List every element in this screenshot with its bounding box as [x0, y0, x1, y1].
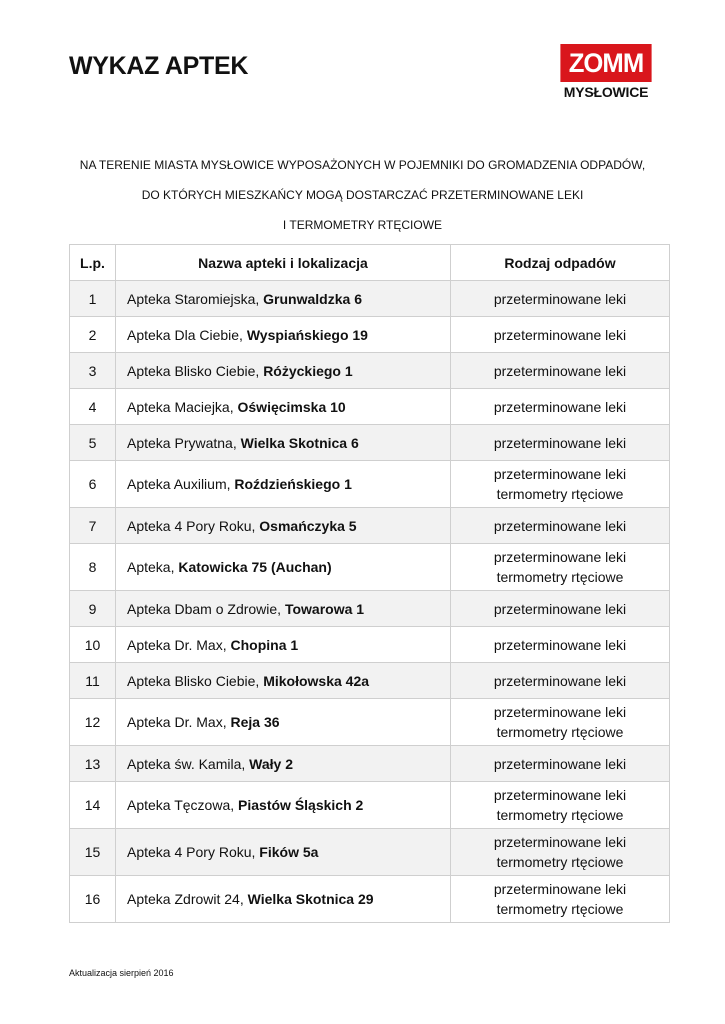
intro-line-2: DO KTÓRYCH MIESZKAŃCY MOGĄ DOSTARCZAĆ PRZETERMINOWANE LEKI — [141, 188, 584, 202]
pharmacy-table — [69, 244, 670, 923]
pharmacy-name: Apteka św. Kamila, — [127, 755, 250, 772]
waste-type-cell — [451, 508, 670, 544]
table-row — [70, 699, 670, 746]
waste-type-cell — [451, 746, 670, 782]
pharmacy-cell — [116, 782, 451, 829]
page-title: WYKAZ APTEK — [69, 52, 249, 80]
pharmacy-cell — [116, 627, 451, 663]
table-row — [70, 782, 670, 829]
pharmacy-cell — [116, 461, 451, 508]
intro-text — [0, 150, 725, 240]
waste-type: termometry rtęciowe — [496, 854, 624, 870]
table-row — [70, 317, 670, 353]
row-number: 16 — [70, 876, 116, 923]
waste-type: przeterminowane leki — [493, 881, 627, 897]
pharmacy-name: Apteka Staromiejska, — [127, 290, 264, 307]
footer-update-note: Aktualizacja sierpień 2016 — [69, 968, 174, 978]
pharmacy-name: Apteka Dr. Max, — [127, 714, 231, 730]
pharmacy-cell — [116, 389, 451, 425]
table-row — [70, 353, 670, 389]
pharmacy-cell — [116, 281, 451, 317]
pharmacy-cell — [116, 317, 451, 353]
waste-type: przeterminowane leki — [493, 600, 627, 617]
table-row — [70, 544, 670, 591]
waste-type: termometry rtęciowe — [496, 724, 624, 740]
pharmacy-address: Osmańczyka 5 — [259, 517, 357, 534]
pharmacy-cell — [116, 544, 451, 591]
waste-type-cell — [451, 317, 670, 353]
pharmacy-cell — [116, 508, 451, 544]
zomm-logo — [558, 44, 654, 100]
table-row — [70, 461, 670, 508]
table-row — [70, 829, 670, 876]
waste-type-cell — [451, 281, 670, 317]
pharmacy-name: Apteka Auxilium, — [127, 476, 235, 492]
table-row — [70, 281, 670, 317]
intro-line-3: I TERMOMETRY RTĘCIOWE — [282, 218, 443, 232]
waste-type: termometry rtęciowe — [496, 569, 624, 585]
pharmacy-address: Katowicka 75 (Auchan) — [178, 559, 332, 575]
pharmacy-address: Wielka Skotnica 29 — [247, 891, 374, 907]
row-number: 8 — [70, 544, 116, 591]
table-header-row — [70, 245, 670, 281]
table-row — [70, 591, 670, 627]
waste-type: przeterminowane leki — [493, 398, 627, 415]
waste-type: termometry rtęciowe — [496, 486, 624, 502]
pharmacy-name: Apteka 4 Pory Roku, — [127, 844, 260, 860]
waste-type: przeterminowane leki — [493, 290, 627, 307]
waste-type-cell — [451, 591, 670, 627]
waste-type-cell — [451, 663, 670, 699]
waste-type-cell — [451, 829, 670, 876]
pharmacy-address: Piastów Śląskich 2 — [238, 797, 364, 813]
table-row — [70, 425, 670, 461]
pharmacy-name: Apteka Dla Ciebie, — [127, 326, 247, 343]
pharmacy-address: Różyckiego 1 — [263, 362, 353, 379]
table-body — [70, 281, 670, 923]
waste-type: przeterminowane leki — [493, 755, 627, 772]
pharmacy-cell — [116, 829, 451, 876]
waste-type: termometry rtęciowe — [496, 807, 624, 823]
waste-type: przeterminowane leki — [493, 672, 627, 689]
table-row — [70, 746, 670, 782]
waste-type-cell — [451, 782, 670, 829]
table-row — [70, 627, 670, 663]
waste-type: termometry rtęciowe — [496, 901, 624, 917]
row-number: 2 — [70, 317, 116, 353]
waste-type: przeterminowane leki — [493, 466, 627, 482]
waste-type: przeterminowane leki — [493, 517, 627, 534]
header-name: Nazwa apteki i lokalizacja — [116, 245, 451, 281]
pharmacy-name: Apteka Zdrowit 24, — [127, 891, 248, 907]
waste-type-cell — [451, 627, 670, 663]
row-number: 11 — [70, 663, 116, 699]
pharmacy-name: Apteka Tęczowa, — [127, 797, 239, 813]
waste-type-cell — [451, 544, 670, 591]
table-row — [70, 663, 670, 699]
pharmacy-cell — [116, 746, 451, 782]
row-number: 7 — [70, 508, 116, 544]
waste-type: przeterminowane leki — [493, 787, 627, 803]
row-number: 15 — [70, 829, 116, 876]
row-number: 14 — [70, 782, 116, 829]
header-lp: L.p. — [70, 245, 116, 281]
waste-type-cell — [451, 699, 670, 746]
pharmacy-cell — [116, 699, 451, 746]
pharmacy-address: Towarowa 1 — [284, 600, 365, 617]
pharmacy-address: Mikołowska 42a — [263, 672, 370, 689]
row-number: 13 — [70, 746, 116, 782]
table-row — [70, 508, 670, 544]
waste-type-cell — [451, 353, 670, 389]
pharmacy-address: Wielka Skotnica 6 — [240, 434, 359, 451]
waste-type-cell — [451, 876, 670, 923]
pharmacy-address: Grunwaldzka 6 — [263, 290, 362, 307]
row-number: 6 — [70, 461, 116, 508]
row-number: 9 — [70, 591, 116, 627]
logo-top-text: ZOMM — [560, 44, 651, 82]
pharmacy-address: Reja 36 — [230, 714, 280, 730]
pharmacy-address: Fików 5a — [259, 844, 319, 860]
pharmacy-name: Apteka Dbam o Zdrowie, — [127, 600, 285, 617]
waste-type-cell — [451, 425, 670, 461]
waste-type: przeterminowane leki — [493, 434, 627, 451]
pharmacy-address: Wały 2 — [249, 755, 294, 772]
pharmacy-address: Chopina 1 — [230, 636, 299, 653]
pharmacy-name: Apteka 4 Pory Roku, — [127, 517, 260, 534]
waste-type: przeterminowane leki — [493, 326, 627, 343]
waste-type: przeterminowane leki — [493, 362, 627, 379]
pharmacy-cell — [116, 591, 451, 627]
pharmacy-cell — [116, 663, 451, 699]
row-number: 10 — [70, 627, 116, 663]
pharmacy-cell — [116, 425, 451, 461]
row-number: 5 — [70, 425, 116, 461]
pharmacy-cell — [116, 876, 451, 923]
pharmacy-address: Wyspiańskiego 19 — [246, 326, 368, 343]
pharmacy-name: Apteka Dr. Max, — [127, 636, 231, 653]
pharmacy-name: Apteka, — [127, 559, 179, 575]
table-row — [70, 389, 670, 425]
row-number: 12 — [70, 699, 116, 746]
header-type: Rodzaj odpadów — [451, 245, 670, 281]
logo-city-text: MYSŁOWICE — [563, 84, 649, 100]
pharmacy-name: Apteka Maciejka, — [127, 398, 238, 415]
waste-type-cell — [451, 389, 670, 425]
intro-line-1: NA TERENIE MIASTA MYSŁOWICE WYPOSAŻONYCH W POJEMNIKI DO GROMADZENIA ODPADÓW, — [79, 158, 646, 172]
row-number: 4 — [70, 389, 116, 425]
pharmacy-address: Oświęcimska 10 — [237, 398, 346, 415]
pharmacy-name: Apteka Prywatna, — [127, 434, 241, 451]
waste-type: przeterminowane leki — [493, 549, 627, 565]
row-number: 1 — [70, 281, 116, 317]
waste-type: przeterminowane leki — [493, 636, 627, 653]
waste-type: przeterminowane leki — [493, 704, 627, 720]
waste-type-cell — [451, 461, 670, 508]
pharmacy-cell — [116, 353, 451, 389]
table-row — [70, 876, 670, 923]
waste-type: przeterminowane leki — [493, 834, 627, 850]
row-number: 3 — [70, 353, 116, 389]
pharmacy-name: Apteka Blisko Ciebie, — [127, 362, 264, 379]
pharmacy-address: Roździeńskiego 1 — [234, 476, 352, 492]
pharmacy-name: Apteka Blisko Ciebie, — [127, 672, 264, 689]
